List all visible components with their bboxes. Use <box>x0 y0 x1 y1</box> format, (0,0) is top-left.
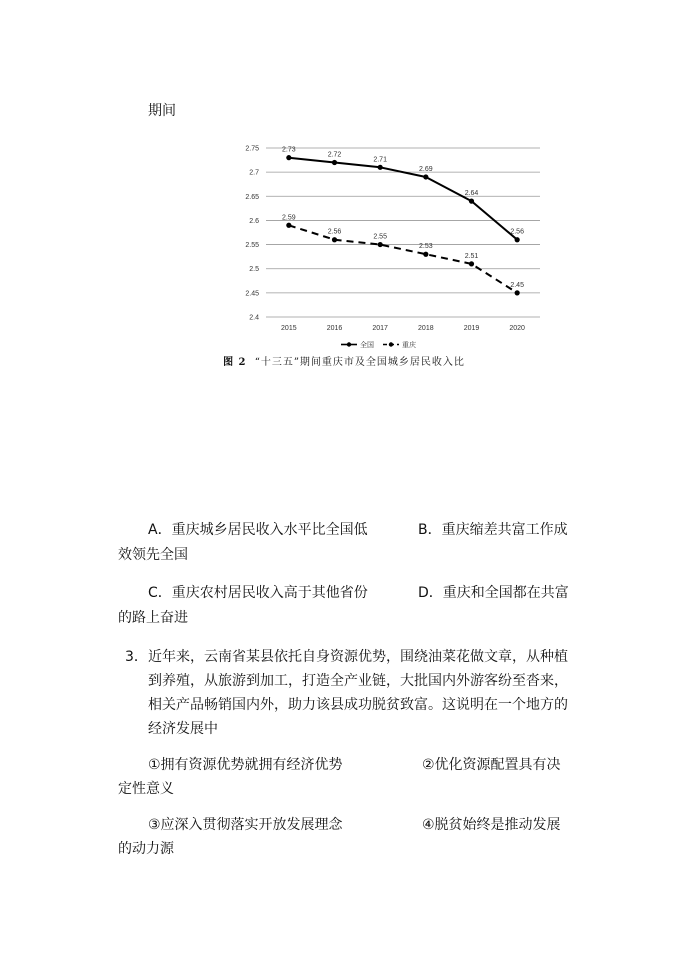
q2-option-a: A．重庆城乡居民收入水平比全国低 <box>148 522 368 538</box>
data-label: 2.59 <box>282 214 296 222</box>
legend-marker <box>347 342 351 346</box>
data-label: 2.73 <box>282 146 296 154</box>
q2-option-d-cont: 的路上奋进 <box>118 610 188 626</box>
q2-option-d: D．重庆和全国都在共富 <box>418 585 569 601</box>
data-point <box>286 155 291 160</box>
header-fragment: 期间 <box>148 103 176 119</box>
caption-number: 图 2 <box>223 357 247 368</box>
x-tick-label: 2018 <box>418 325 434 332</box>
y-tick-label: 2.45 <box>245 290 259 298</box>
q3-stem-line4: 经济发展中 <box>148 721 218 737</box>
x-tick-label: 2017 <box>372 325 388 332</box>
x-tick-label: 2015 <box>281 325 297 332</box>
q3-option-2-cont: 定性意义 <box>118 781 174 797</box>
data-point <box>515 290 520 295</box>
data-point <box>423 252 428 257</box>
y-tick-label: 2.65 <box>245 193 259 201</box>
legend-marker <box>389 342 393 346</box>
data-point <box>378 165 383 170</box>
data-point <box>423 174 428 179</box>
series-line-chongqing <box>289 225 517 293</box>
q3-option-2: ②优化资源配置具有决 <box>422 757 561 773</box>
data-label: 2.56 <box>327 228 342 236</box>
y-tick-label: 2.75 <box>245 145 259 153</box>
x-tick-label: 2016 <box>326 325 343 332</box>
y-tick-label: 2.55 <box>245 242 259 250</box>
q3-stem-line3: 相关产品畅销国内外，助力该县成功脱贫致富。这说明在一个地方的 <box>148 697 568 713</box>
q3-stem-line2: 到养殖，从旅游到加工，打造全产业链，大批国内外游客纷至沓来， <box>148 673 568 689</box>
q2-option-b-cont: 效领先全国 <box>118 547 188 563</box>
x-tick-label: 2020 <box>509 325 525 332</box>
data-point <box>378 242 383 247</box>
data-label: 2.69 <box>419 165 433 173</box>
data-label: 2.45 <box>510 281 524 289</box>
data-point <box>469 199 474 204</box>
legend-label: 重庆 <box>402 342 416 349</box>
data-point <box>469 261 474 266</box>
q3-option-3: ③应深入贯彻落实开放发展理念 <box>148 817 343 833</box>
data-label: 2.55 <box>373 233 387 241</box>
data-label: 2.72 <box>327 151 342 159</box>
x-tick-label: 2019 <box>463 325 480 332</box>
q3-option-4: ④脱贫始终是推动发展 <box>422 817 561 833</box>
q3-number: 3． <box>125 649 148 665</box>
y-tick-label: 2.4 <box>249 314 259 322</box>
y-tick-label: 2.5 <box>249 266 259 274</box>
legend-label: 全国 <box>360 342 374 349</box>
caption-text: “十三五”期间重庆市及全国城乡居民收入比 <box>254 357 465 368</box>
q3-option-4-cont: 的动力源 <box>118 841 174 857</box>
chart-svg <box>236 135 546 350</box>
data-point <box>332 160 337 165</box>
chart-caption <box>0 353 688 368</box>
series-line-national <box>289 158 517 240</box>
q2-option-c: C．重庆农村居民收入高于其他省份 <box>148 585 368 601</box>
y-tick-label: 2.6 <box>249 217 259 225</box>
data-label: 2.71 <box>373 156 387 164</box>
income-ratio-chart <box>236 135 546 350</box>
data-point <box>332 237 337 242</box>
data-label: 2.51 <box>464 252 479 260</box>
q2-option-b: B．重庆缩差共富工作成 <box>418 522 568 538</box>
data-label: 2.56 <box>510 228 524 236</box>
y-tick-label: 2.7 <box>249 169 259 177</box>
q3-stem-line1: 近年来，云南省某县依托自身资源优势，围绕油菜花做文章，从种植 <box>148 649 568 665</box>
data-label: 2.53 <box>419 243 433 251</box>
data-point <box>515 237 520 242</box>
data-point <box>286 223 291 228</box>
q3-option-1: ①拥有资源优势就拥有经济优势 <box>148 757 343 773</box>
data-label: 2.64 <box>464 190 479 198</box>
